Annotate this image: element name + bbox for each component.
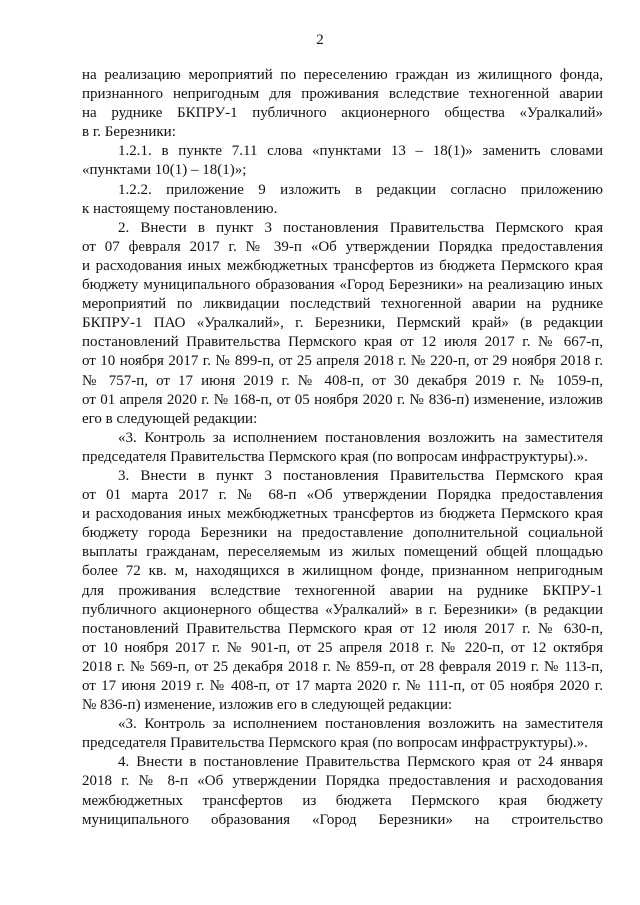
text-line: 3. Внести в пункт 3 постановления Правительства Пермского края: [118, 467, 603, 484]
text-line: постановлений Правительства Пермского края от 12 июля 2017 г. № 667-п,: [82, 334, 603, 351]
text-line: 2. Внести в пункт 3 постановления Правительства Пермского края: [118, 219, 603, 236]
text-line: бюджету города Березники на предоставление дополнительной социальной: [82, 525, 603, 542]
text-line: от 07 февраля 2017 г. № 39-п «Об утверждении Порядка предоставления: [82, 238, 603, 255]
text-line: мероприятий по ликвидации последствий техногенной аварии на руднике: [82, 296, 603, 313]
text-line: от 10 ноября 2017 г. № 899-п, от 25 апреля 2018 г. № 220-п, от 29 ноября 2018 г.: [82, 353, 603, 370]
text-line: от 10 ноября 2017 г. № 901-п, от 25 апреля 2018 г. № 220-п, от 12 октября: [82, 639, 603, 656]
page-number: 2: [316, 32, 324, 48]
text-line: от 01 марта 2017 г. № 68-п «Об утверждении Порядка предоставления: [82, 487, 603, 504]
text-line: от 01 апреля 2020 г. № 168-п, от 05 ноября 2020 г. № 836-п) изменение, изложив: [82, 391, 603, 408]
text-line: постановлений Правительства Пермского края от 12 июля 2017 г. № 630-п,: [82, 620, 603, 637]
text-line: № 757-п, от 17 июня 2019 г. № 408-п, от 30 декабря 2019 г. № 1059-п,: [82, 372, 603, 389]
text-line: и расходования иных межбюджетных трансфертов из бюджета Пермского края: [82, 257, 603, 274]
text-line: № 836-п) изменение, изложив его в следующей редакции:: [82, 697, 453, 714]
text-line: «пунктами 10(1) – 18(1)»;: [82, 162, 247, 179]
text-line: публичного акционерного общества «Уралкалий» в г. Березники» (в редакции: [82, 601, 603, 618]
text-line: и расходования иных межбюджетных трансфертов из бюджета Пермского края: [82, 506, 603, 523]
text-line: 1.2.2. приложение 9 изложить в редакции согласно приложению: [118, 181, 603, 198]
text-line: на реализацию мероприятий по переселению граждан из жилищного фонда,: [82, 67, 603, 83]
text-line: бюджету муниципального образования «Город Березники» на реализацию иных: [82, 277, 603, 294]
text-line: в г. Березники:: [82, 124, 176, 141]
text-line: от 17 июня 2019 г. № 408-п, от 17 марта 2020 г. № 111-п, от 05 ноября 2020 г.: [82, 678, 603, 694]
text-line: «3. Контроль за исполнением постановления возложить на заместителя: [118, 429, 603, 446]
text-line: 2018 г. № 8-п «Об утверждении Порядка предоставления и расходования: [82, 773, 603, 790]
text-line: БКПРУ-1 ПАО «Уралкалий», г. Березники, Пермский край» (в редакции: [82, 315, 603, 332]
text-line: 1.2.1. в пункте 7.11 слова «пунктами 13 – 18(1)» заменить словами: [118, 143, 603, 160]
text-line: председателя Правительства Пермского края (по вопросам инфраструктуры).».: [82, 448, 588, 465]
text-line: межбюджетных трансфертов из бюджета Пермского края бюджету: [82, 792, 603, 809]
text-line: 4. Внести в постановление Правительства Пермского края от 24 января: [118, 754, 603, 771]
text-line: его в следующей редакции:: [82, 410, 258, 427]
text-line: для проживания вследствие техногенной аварии на руднике БКПРУ-1: [82, 582, 603, 599]
text-line: на руднике БКПРУ-1 публичного акционерного общества «Уралкалий»: [82, 105, 603, 122]
text-line: выплаты гражданам, переселяемым из жилых помещений общей площадью: [82, 544, 603, 561]
text-line: более 72 кв. м, находящихся в жилищном фонде, признанном непригодным: [82, 563, 603, 580]
text-line: председателя Правительства Пермского края (по вопросам инфраструктуры).».: [82, 735, 588, 752]
document-body: [82, 66, 603, 830]
text-line: «3. Контроль за исполнением постановления возложить на заместителя: [118, 716, 603, 733]
text-line: муниципального образования «Город Березники» на строительство: [82, 811, 603, 828]
text-line: к настоящему постановлению.: [82, 200, 278, 217]
text-line: признанного непригодным для проживания вследствие техногенной аварии: [82, 86, 603, 103]
text-line: 2018 г. № 569-п, от 25 декабря 2018 г. № 859-п, от 28 февраля 2019 г. № 113-п,: [82, 658, 603, 675]
